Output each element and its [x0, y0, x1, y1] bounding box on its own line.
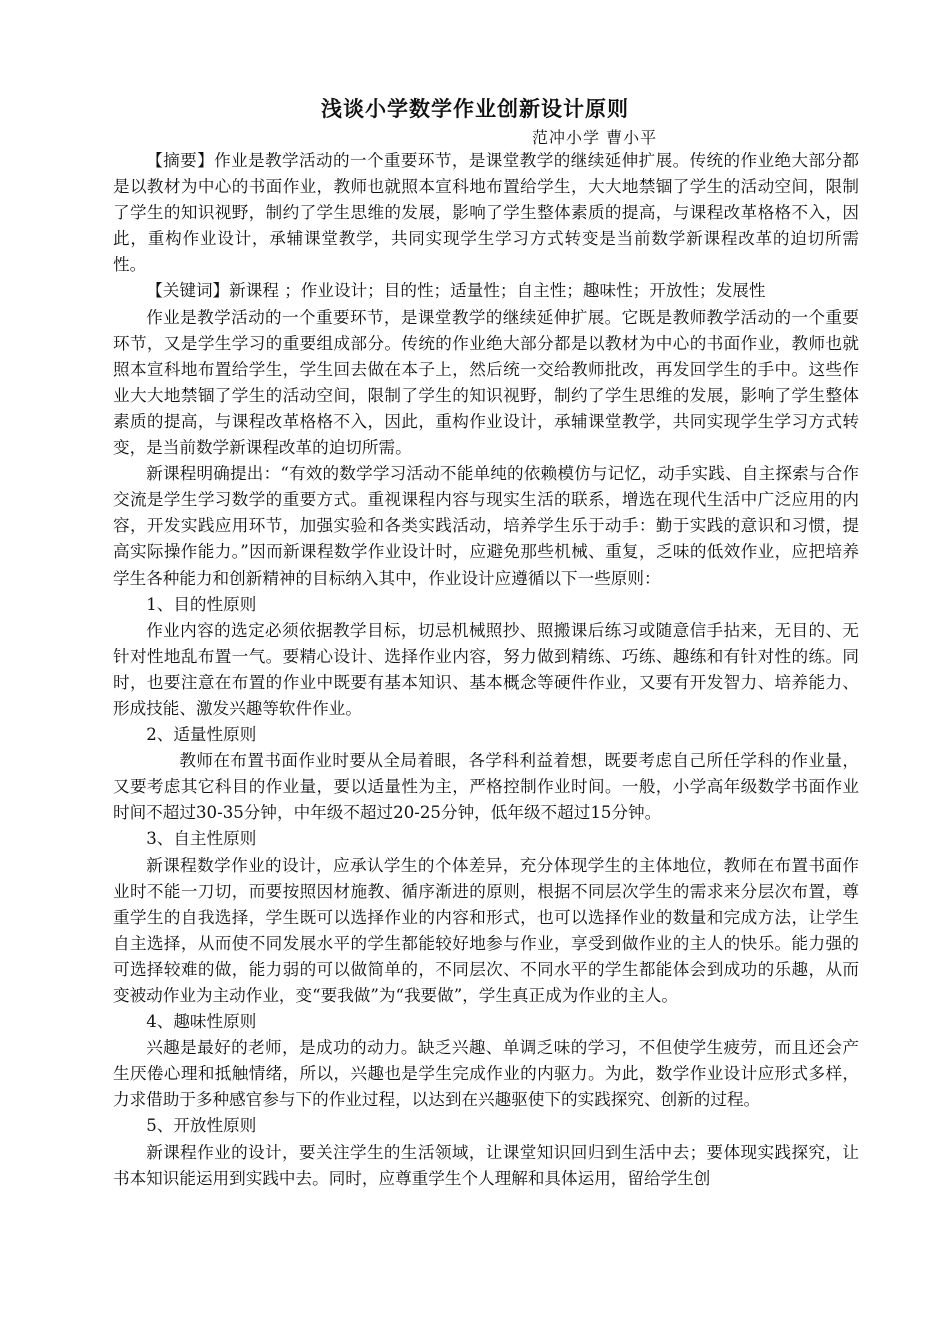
section-heading: 5、开放性原则 — [146, 1116, 257, 1136]
section-heading: 3、自主性原则 — [146, 829, 257, 849]
body-paragraph: 作业内容的选定必须依据教学目标，切忌机械照抄、照搬课后练习或随意信手拈来，无目的、无针对性地乱布置一气。要精心设计、选择作业内容，努力做到精练、巧练、趣练和有针对性的练。同时，也要注意在布置的作业中既要有基本知识、基本概念等硬件作业，又要有开发智力、培养能力、形成技能、激发兴趣等软件作业。 — [113, 620, 859, 718]
section-heading: 4、趣味性原则 — [146, 1012, 257, 1032]
body-paragraph: 兴趣是最好的老师，是成功的动力。缺乏兴趣、单调乏味的学习，不但使学生疲劳，而且还会产生厌倦心理和抵触情绪，所以，兴趣也是学生完成作业的内驱力。为此，数学作业设计应形式多样，力求借助于多种感官参与下的作业过程，以达到在兴趣驱使下的实践探究、创新的过程。 — [113, 1038, 859, 1110]
body-paragraph: 教师在布置书面作业时要从全局着眼，各学科利益着想，既要考虑自己所任学科的作业量，又要考虑其它科目的作业量，要以适量性为主，严格控制作业时间。一般，小学高年级数学书面作业时间不超过30-35分钟，中年级不超过20-25分钟，低年级不超过15分钟。 — [113, 751, 859, 823]
document-title: 浅谈小学数学作业创新设计原则 — [321, 97, 629, 121]
body-paragraph: 新课程作业的设计，要关注学生的生活领域，让课堂知识回归到生活中去；要体现实践探究，让书本知识能运用到实践中去。同时，应尊重学生个人理解和具体运用，留给学生创 — [113, 1142, 859, 1188]
section-heading: 2、适量性原则 — [146, 725, 257, 745]
author-line: 范冲小学 曹小平 — [532, 128, 658, 147]
body-paragraph: 新课程数学作业的设计，应承认学生的个体差异，充分体现学生的主体地位，教师在布置书面作业时不能一刀切，而要按照因材施教、循序渐进的原则，根据不同层次学生的需求来分层次布置，尊重学生的自我选择，学生既可以选择作业的内容和形式，也可以选择作业的数量和完成方法，让学生自主选择，从而使不同发展水平的学生都能较好地参与作业，享受到做作业的主人的快乐。能力强的可选择较难的做，能力弱的可以做简单的，不同层次、不同水平的学生都能体会到成功的乐趣，从而变被动作业为主动作业，变“要我做”为“我要做”，学生真正成为作业的主人。 — [113, 855, 859, 1005]
abstract-paragraph: 【摘要】作业是教学活动的一个重要环节，是课堂教学的继续延伸扩展。传统的作业绝大部分都是以教材为中心的书面作业，教师也就照本宣科地布置给学生，大大地禁锢了学生的活动空间，限制了学生的知识视野，制约了学生思维的发展，影响了学生整体素质的提高，与课程改革格格不入，因此，重构作业设计，承辅课堂教学，共同实现学生学习方式转变是当前数学新课程改革的迫切所需性。 — [113, 151, 859, 275]
body-paragraph: 新课程明确提出：“有效的数学学习活动不能单纯的依赖模仿与记忆，动手实践、自主探索与合作交流是学生学习数学的重要方式。重视课程内容与现实生活的联系，增选在现代生活中广泛应用的内容，开发实践应用环节，加强实验和各类实践活动，培养学生乐于动手：勤于实践的意识和习惯，提高实际操作能力。”因而新课程数学作业设计时，应避免那些机械、重复，乏味的低效作业，应把培养学生各种能力和创新精神的目标纳入其中，作业设计应遵循以下一些原则： — [113, 464, 859, 588]
section-heading: 1、目的性原则 — [146, 594, 257, 614]
keywords-paragraph: 【关键词】新课程 ；作业设计；目的性；适量性；自主性；趣味性；开放性；发展性 — [146, 281, 766, 301]
document-body — [113, 148, 859, 1192]
body-paragraph: 作业是教学活动的一个重要环节，是课堂教学的继续延伸扩展。它既是教师教学活动的一个重要环节，又是学生学习的重要组成部分。传统的作业绝大部分都是以教材为中心的书面作业，教师也就照本宣科地布置给学生，学生回去做在本子上，然后统一交给教师批改，再发回学生的手中。这些作业大大地禁锢了学生的活动空间，限制了学生的知识视野，制约了学生思维的发展，影响了学生整体素质的提高，与课程改革格格不入，因此，重构作业设计，承辅课堂教学，共同实现学生学习方式转变，是当前数学新课程改革的迫切所需。 — [113, 307, 859, 458]
